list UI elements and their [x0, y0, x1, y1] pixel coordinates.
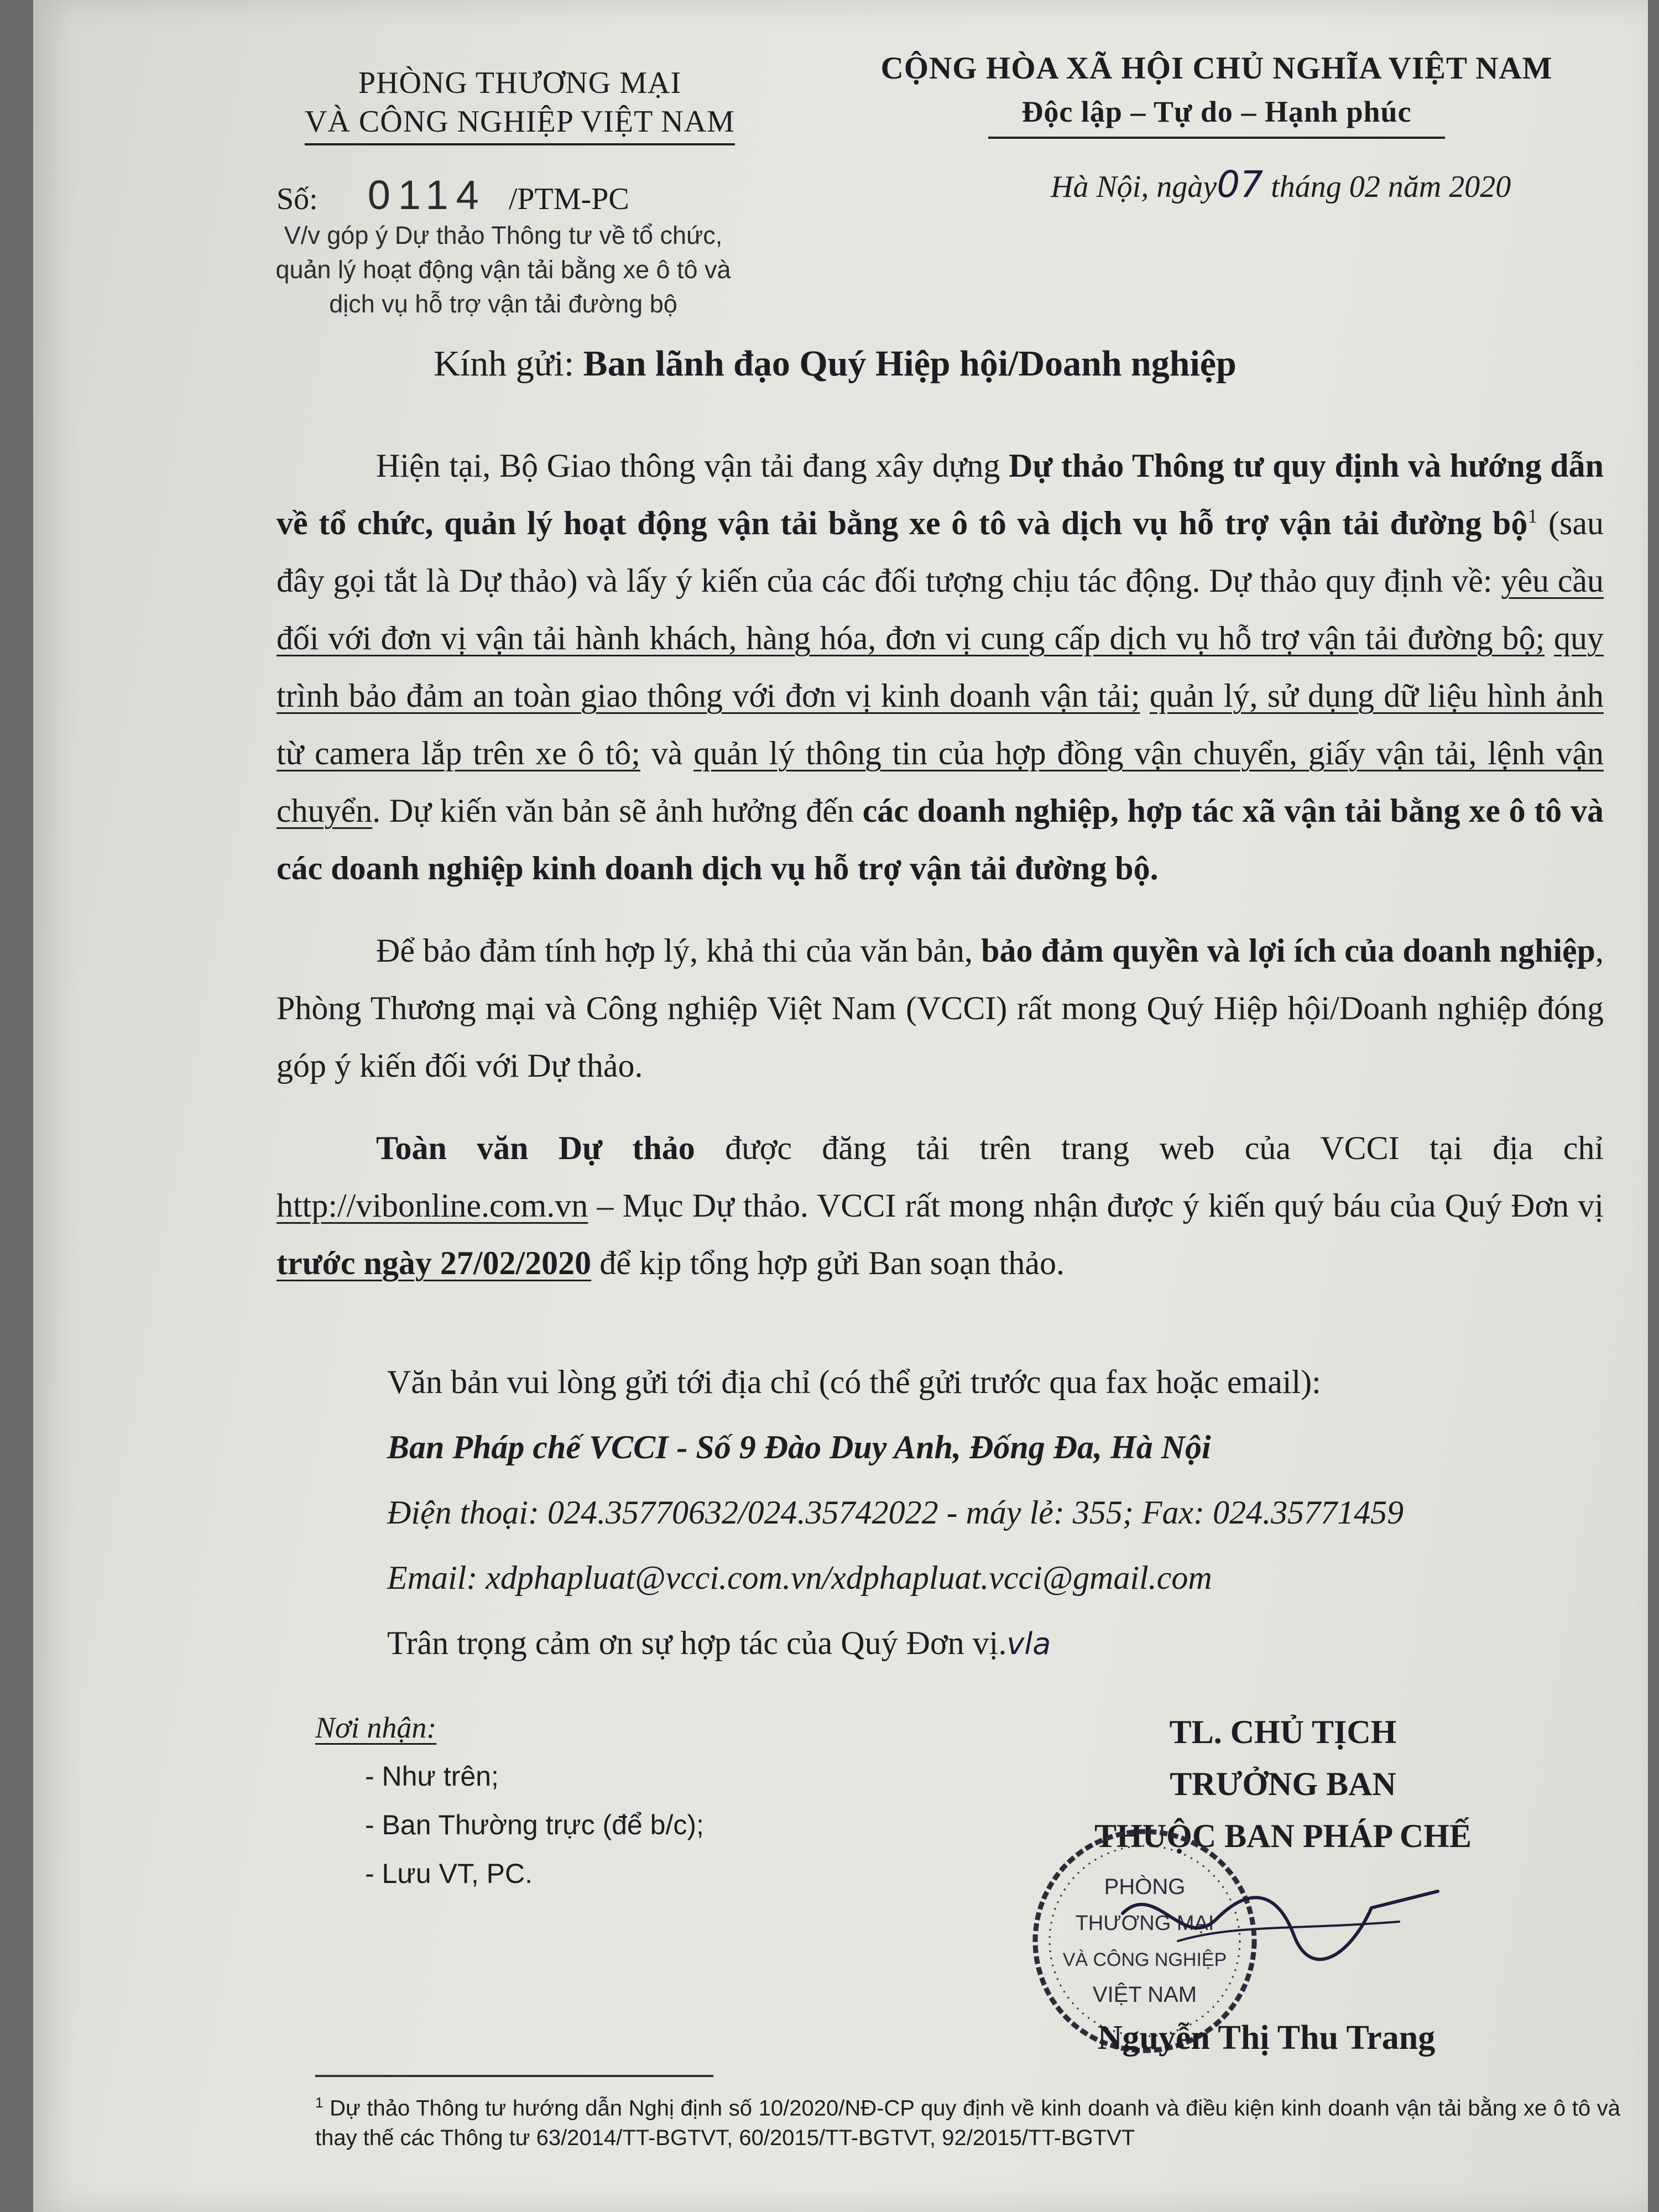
p1-draft-title: Dự thảo Thông tư quy định và hướng dẫn về tổ chức, quản lý hoạt động vận tải bằng xe ô tô và dịch vụ hỗ trợ vận tải đường bộ: [276, 447, 1604, 541]
subject-line-2: quản lý hoạt động vận tải bằng xe ô tô và: [275, 255, 731, 284]
recipient-label: Kính gửi:: [434, 343, 583, 384]
receiver-item: - Như trên;: [365, 1761, 499, 1792]
contact-phone: Điện thoại: 024.35770632/024.35742022 - máy lẻ: 355; Fax: 024.35771459: [387, 1494, 1404, 1531]
footnote-mark: 1: [315, 2094, 324, 2111]
p1-text-c: (sau đây gọi tắt là Dự thảo) và lấy ý kiến của các đối tượng chịu tác động. Dự thảo quy định về:: [276, 505, 1604, 599]
stamp-line-4: VIỆT NAM: [1092, 1983, 1197, 2007]
footnote: [315, 2088, 1620, 2153]
p1-affected-parties: các doanh nghiệp, hợp tác xã vận tải bằng xe ô tô và các doanh nghiệp kinh doanh dịch vụ hỗ trợ vận tải đường bộ.: [276, 792, 1604, 886]
p1-scope-4: quản lý thông tin của hợp đồng vận chuyển, giấy vận tải, lệnh vận chuyển: [276, 735, 1604, 829]
receiver-item: - Lưu VT, PC.: [365, 1858, 533, 1889]
org-line-1: PHÒNG THƯƠNG MẠI: [358, 66, 682, 100]
p1-scope-1: yêu cầu đối với đơn vị vận tải hành khách, hàng hóa, đơn vị cung cấp dịch vụ hỗ trợ vận tải đường bộ;: [276, 562, 1604, 656]
space: [1545, 620, 1554, 656]
website-link[interactable]: http://vibonline.com.vn: [276, 1187, 588, 1224]
p1-text-a: Hiện tại, Bộ Giao thông vận tải đang xây dựng: [376, 447, 1009, 484]
p1-scope-3: quản lý, sử dụng dữ liệu hình ảnh từ camera lắp trên xe ô tô;: [276, 677, 1604, 771]
doc-number-label: Số:: [276, 182, 318, 216]
p2-text-c: , Phòng Thương mại và Công nghiệp Việt Nam (VCCI) rất mong Quý Hiệp hội/Doanh nghiệp đóng góp ý kiến đối với Dự thảo.: [276, 932, 1604, 1084]
handwritten-initials: vla: [1006, 1626, 1051, 1661]
p3-text-c: – Mục Dự thảo. VCCI rất mong nhận được ý kiến quý báu của Quý Đơn vị: [588, 1187, 1604, 1224]
stamp-line-1: PHÒNG: [1104, 1875, 1186, 1899]
doc-number-suffix: /PTM-PC: [508, 182, 629, 216]
nation-title: CỘNG HÒA XÃ HỘI CHỦ NGHĨA VIỆT NAM: [880, 51, 1553, 86]
sign-line-1: TL. CHỦ TỊCH: [1169, 1714, 1397, 1750]
letter-body: [276, 437, 1604, 1292]
contact-block: [387, 1349, 1659, 1677]
contact-address: Ban Pháp chế VCCI - Số 9 Đào Duy Anh, Đống Đa, Hà Nội: [387, 1429, 1211, 1465]
space: [1140, 677, 1150, 714]
paragraph-1: [276, 437, 1604, 897]
contact-email[interactable]: Email: xdphapluat@vcci.com.vn/xdphapluat.vcci@gmail.com: [387, 1559, 1212, 1596]
receivers-title: Nơi nhận:: [315, 1711, 437, 1744]
receivers-block: [315, 1703, 704, 1898]
thanks-line: Trân trọng cảm ơn sự hợp tác của Quý Đơn vị.: [387, 1625, 1007, 1661]
receiver-item: - Ban Thường trực (để b/c);: [365, 1809, 704, 1840]
national-header: [835, 47, 1598, 139]
p1-text-d: . Dự kiến văn bản sẽ ảnh hưởng đến: [372, 792, 863, 829]
p3-text-b: được đăng tải trên trang web của VCCI tại địa chỉ: [695, 1130, 1604, 1166]
paragraph-3: [276, 1119, 1604, 1292]
receivers-list: [315, 1752, 704, 1898]
stamp-line-3: VÀ CÔNG NGHIỆP: [1062, 1949, 1227, 1970]
p3-emphasis: Toàn văn Dự thảo: [376, 1130, 695, 1166]
handwritten-signature: [1112, 1869, 1443, 1980]
doc-number-value: 0114: [367, 172, 487, 218]
paragraph-2: [276, 922, 1604, 1094]
subject-line-1: V/v góp ý Dự thảo Thông tư về tổ chức,: [284, 221, 723, 249]
p1-and: và: [640, 735, 694, 771]
footnote-text: Dự thảo Thông tư hướng dẫn Nghị định số 10/2020/NĐ-CP quy định về kinh doanh và điều kiện kinh doanh vận tải bằng xe ô tô và thay thế các Thông tư 63/2014/TT-BGTVT, 60/2015/TT-BGTVT, 92/2015/TT-BGTVT: [315, 2096, 1620, 2151]
p3-text-d: để kịp tổng hợp gửi Ban soạn thảo.: [591, 1245, 1065, 1281]
document-page: [33, 0, 1648, 2212]
document-subject: [238, 218, 769, 321]
contact-intro: Văn bản vui lòng gửi tới địa chỉ (có thể gửi trước qua fax hoặc email):: [387, 1364, 1321, 1400]
date-day-handwritten: 07: [1217, 163, 1264, 206]
footnote-separator: [315, 2075, 713, 2077]
document-date: [1051, 163, 1511, 206]
recipient-line: [199, 343, 1471, 385]
p1-scope-2: quy trình bảo đảm an toàn giao thông với đơn vị kinh doanh vận tải;: [276, 620, 1604, 714]
date-prefix: Hà Nội, ngày: [1051, 170, 1217, 204]
stamp-line-2: THƯƠNG MẠI: [1075, 1912, 1214, 1935]
sign-line-2: TRƯỞNG BAN: [1170, 1766, 1396, 1802]
nation-motto: Độc lập – Tự do – Hạnh phúc: [988, 90, 1444, 139]
deadline: trước ngày 27/02/2020: [276, 1245, 592, 1281]
sign-line-3: THUỘC BAN PHÁP CHẾ: [1094, 1818, 1472, 1854]
p2-text-a: Để bảo đảm tính hợp lý, khả thi của văn bản,: [376, 932, 982, 969]
subject-line-3: dịch vụ hỗ trợ vận tải đường bộ: [329, 290, 677, 318]
footnote-ref: 1: [1527, 505, 1538, 527]
org-line-2: VÀ CÔNG NGHIỆP VIỆT NAM: [305, 102, 735, 145]
signer-name: Nguyễn Thị Thu Trang: [1097, 2019, 1436, 2057]
recipient-name: Ban lãnh đạo Quý Hiệp hội/Doanh nghiệp: [583, 343, 1237, 384]
date-suffix: tháng 02 năm 2020: [1263, 170, 1511, 204]
document-number: [276, 171, 629, 218]
issuing-organization: [271, 64, 769, 145]
p2-emphasis: bảo đảm quyền và lợi ích của doanh nghiệp: [981, 932, 1595, 969]
